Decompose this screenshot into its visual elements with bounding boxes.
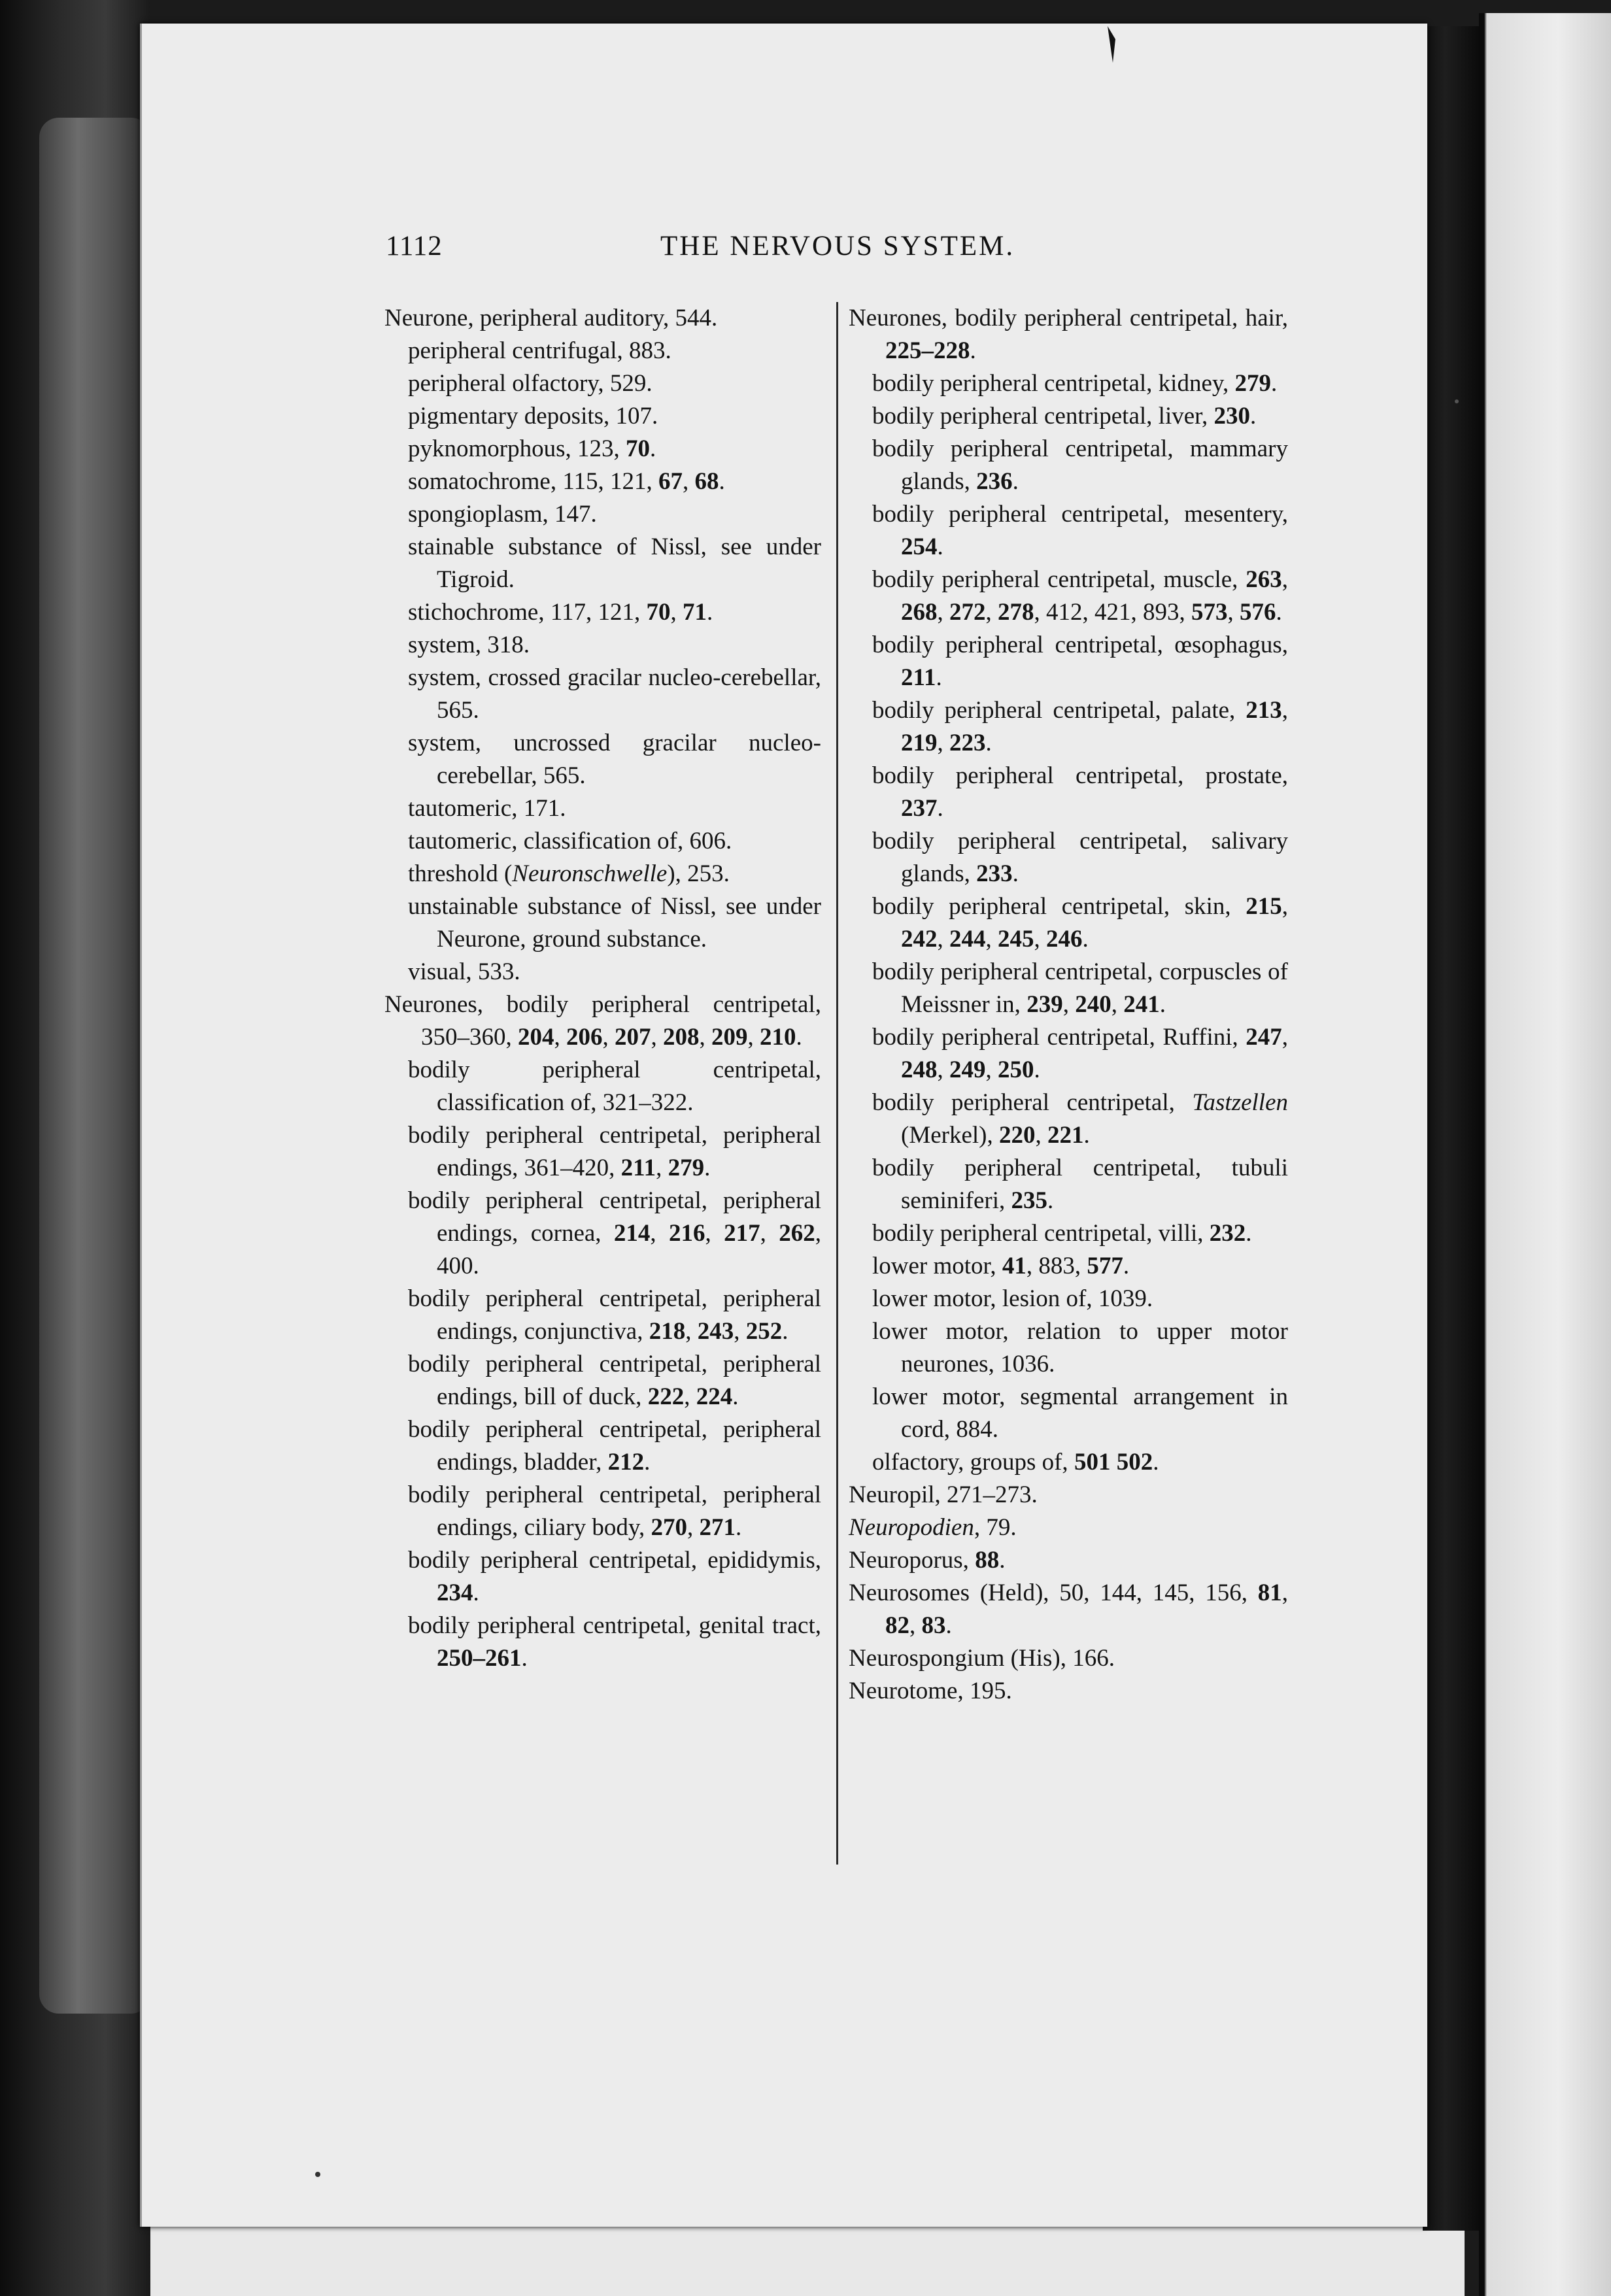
entry-text: , [602,1024,615,1051]
entry-text: . [650,435,656,462]
page-reference-bold: 68 [694,468,719,495]
page-reference-bold: 234 [437,1579,473,1606]
entry-text: , [1281,893,1288,920]
entry-text: pyknomorphous, 123, [408,435,626,462]
entry-text: bodily peripheral centripetal, genital tract, [408,1612,821,1639]
page-reference-bold: 577 [1087,1253,1123,1279]
index-subentry [384,1413,821,1479]
index-subentry [384,335,821,367]
entry-text: . [1153,1449,1159,1476]
index-subentry [384,890,821,956]
index-entry [849,1544,1288,1577]
page-reference-bold: 204 [518,1024,554,1051]
entry-text: Neurosomes (Held), 50, 144, 145, 156, [849,1579,1258,1606]
entry-text: . [945,1612,952,1639]
entry-text: stichochrome, 117, 121, [408,599,647,626]
page-reference-bold: 41 [1002,1253,1026,1279]
index-subentry [849,1217,1288,1250]
entry-text: olfactory, groups of, [872,1449,1074,1476]
entry-text: , [670,599,683,626]
page-reference-bold: 210 [760,1024,796,1051]
entry-text: , [651,1024,663,1051]
index-subentry [384,825,821,858]
index-subentry [849,825,1288,890]
entry-text: bodily peripheral centripetal, peripheral endings, bladder, [408,1416,821,1476]
italic-term: Tastzellen [1192,1089,1288,1116]
page-reference-bold: 254 [901,533,938,560]
entry-text: . [1083,1122,1090,1149]
entry-text: unstainable substance of Nissl, see under Neurone, ground substance. [408,893,821,953]
entry-text: bodily peripheral centripetal, peripheral endings, cornea, [408,1187,821,1247]
index-subentry [849,629,1288,694]
index-entry [849,1642,1288,1675]
entry-text: , [747,1024,760,1051]
index-subentry [384,367,821,400]
index-subentry [849,564,1288,629]
entry-text: lower motor, lesion of, 1039. [872,1285,1153,1312]
entry-text: , [650,1220,670,1247]
entry-text: , [554,1024,566,1051]
page-reference-bold: 206 [566,1024,603,1051]
entry-text: , [985,926,998,953]
entry-text: . [796,1024,802,1051]
entry-text: peripheral centrifugal, 883. [408,337,671,364]
page-reference-bold: 81 [1257,1579,1282,1606]
entry-text: . [704,1155,711,1181]
entry-text: , [705,1220,724,1247]
entry-text: . [1123,1253,1130,1279]
book-gutter [1423,26,1479,2231]
entry-text: bodily peripheral centripetal, œsophagus, [872,632,1288,658]
page-reference-bold: 214 [613,1220,651,1247]
entry-text: . [1082,926,1089,953]
index-subentry [849,1152,1288,1217]
index-subentry [849,694,1288,760]
page-reference-bold: 230 [1213,403,1250,430]
page-reference-bold: 244 [949,926,986,953]
entry-text: , [682,468,695,495]
entry-text: , [1111,991,1124,1018]
page-reference-bold: 576 [1240,599,1276,626]
entry-text: , [937,926,949,953]
index-entry [849,302,1288,367]
index-subentry [384,662,821,727]
entry-text: bodily peripheral centripetal, mammary glands, [872,435,1288,495]
index-subentry [384,1185,821,1283]
entry-text: , [1281,1024,1288,1051]
index-entry [849,1675,1288,1708]
index-subentry [849,367,1288,400]
page-header [386,230,1288,269]
entry-text: , [684,1383,696,1410]
entry-text: . [985,730,992,756]
entry-text: bodily peripheral centripetal, villi, [872,1220,1210,1247]
entry-text: , 883, [1026,1253,1087,1279]
index-subentry [849,498,1288,564]
page-reference-bold: 268 [901,599,938,626]
entry-text: , [937,730,949,756]
entry-text: system, 318. [408,632,530,658]
entry-text: . [1276,599,1282,626]
entry-text: bodily peripheral centripetal, muscle, [872,566,1246,593]
page-reference-bold: 240 [1075,991,1111,1018]
index-subentry [384,400,821,433]
page-reference-bold: 235 [1011,1187,1048,1214]
page-reference-bold: 278 [998,599,1034,626]
entry-text: bodily peripheral centripetal, peripheral endings, 361–420, [408,1122,821,1181]
entry-text: stainable substance of Nissl, see under Tigroid. [408,533,821,593]
page-reference-bold: 70 [626,435,650,462]
page-reference-bold: 232 [1209,1220,1246,1247]
page-reference-bold: 213 [1246,697,1282,724]
page-reference-bold: 83 [921,1612,946,1639]
entry-text: . [644,1449,651,1476]
entry-text: Neurospongium (His), 166. [849,1645,1115,1672]
entry-text: . [937,795,943,822]
entry-text: bodily peripheral centripetal, Ruffini, [872,1024,1246,1051]
entry-text: somatochrome, 115, 121, [408,468,658,495]
index-column-left [384,302,821,1675]
entry-text: . [719,468,725,495]
entry-text: , 79. [974,1514,1017,1541]
entry-text: bodily peripheral centripetal, kidney, [872,370,1235,397]
page-reference-bold: 246 [1046,926,1083,953]
page-reference-bold: 212 [607,1449,645,1476]
entry-text: lower motor, segmental arrangement in cord, 884. [872,1383,1288,1443]
page-reference-bold: 252 [745,1318,783,1345]
entry-text: , [685,1318,698,1345]
entry-text: . [1159,991,1166,1018]
entry-text: , [1227,599,1240,626]
page-reference-bold: 248 [901,1056,938,1083]
entry-text: , [909,1612,922,1639]
index-subentry [384,1479,821,1544]
page-reference-bold: 242 [901,926,938,953]
page-reference-bold: 219 [901,730,938,756]
page-reference-bold: 82 [885,1612,909,1639]
entry-text: . [521,1645,528,1672]
entry-text: bodily peripheral centripetal, salivary glands, [872,828,1288,887]
entry-text: pigmentary deposits, 107. [408,403,658,430]
entry-text: , [1034,926,1046,953]
index-subentry [384,465,821,498]
page-reference-bold: 67 [658,468,683,495]
entry-text: , [734,1318,746,1345]
entry-text: bodily peripheral centripetal, epididymis, [408,1547,821,1574]
page-reference-bold: 279 [668,1155,705,1181]
entry-text: . [706,599,713,626]
page-reference-bold: 249 [949,1056,986,1083]
page-reference-bold: 209 [711,1024,748,1051]
entry-text: visual, 533. [408,958,520,985]
entry-text: threshold ( [408,860,513,887]
page-reference-bold: 243 [697,1318,734,1345]
entry-text: ), 253. [667,860,730,887]
page-reference-bold: 241 [1123,991,1160,1018]
index-entry [384,988,821,1054]
index-subentry [384,596,821,629]
index-subentry [849,433,1288,498]
entry-text: (Merkel), [901,1122,999,1149]
index-subentry [384,1283,821,1348]
entry-text: spongioplasm, 147. [408,501,597,528]
running-title: THE NERVOUS SYSTEM. [660,231,1015,262]
page-reference-bold: 247 [1246,1024,1282,1051]
entry-text: . [782,1318,789,1345]
entry-text: Neurones, bodily peripheral centripetal, hair, [849,305,1288,331]
entry-text: , [985,1056,998,1083]
page-reference-bold: 221 [1047,1122,1084,1149]
index-column-right [849,302,1288,1708]
page-curl-shadow [39,118,150,2014]
entry-text: Neurones, bodily peripheral centripetal, 350–360, [384,991,821,1051]
entry-text: tautomeric, 171. [408,795,566,822]
index-subentry [849,1021,1288,1087]
entry-text: system, crossed gracilar nucleo-cerebellar, 565. [408,664,821,724]
page-reference-bold: 220 [999,1122,1036,1149]
page-reference-bold: 263 [1246,566,1282,593]
index-subentry [849,1087,1288,1152]
index-subentry [384,1544,821,1610]
entry-text: bodily peripheral centripetal, peripheral endings, bill of duck, [408,1351,821,1410]
entry-text: , [699,1024,711,1051]
entry-text: . [1012,860,1019,887]
page-reference-bold: 211 [901,664,936,691]
page-reference-bold: 211 [620,1155,656,1181]
entry-text: . [732,1383,739,1410]
index-subentry [384,1610,821,1675]
entry-text: , 412, 421, 893, [1034,599,1191,626]
entry-text: . [999,1547,1006,1574]
page-number: 1112 [386,231,443,262]
entry-text: peripheral olfactory, 529. [408,370,653,397]
page-reference-bold: 224 [696,1383,733,1410]
entry-text: tautomeric, classification of, 606. [408,828,732,854]
entry-text: Neurone, peripheral auditory, 544. [384,305,718,331]
page-reference-bold: 262 [779,1220,815,1247]
index-entry [384,302,821,335]
entry-text: , [1281,566,1288,593]
page-reference-bold: 236 [976,468,1013,495]
index-subentry [384,956,821,988]
facing-page-edge [1479,13,1611,2296]
entry-text: lower motor, [872,1253,1002,1279]
index-subentry [849,400,1288,433]
entry-text: Neurotome, 195. [849,1678,1012,1704]
entry-text: . [937,533,943,560]
entry-text: . [1249,403,1257,430]
index-entry [849,1577,1288,1642]
page-reference-bold: 71 [682,599,707,626]
entry-text: . [1047,1187,1054,1214]
entry-text: , [1281,697,1288,724]
page-reference-bold: 208 [663,1024,700,1051]
entry-text: . [1246,1220,1252,1247]
index-subentry [384,531,821,596]
index-subentry [384,629,821,662]
entry-text: Neuropil, 271–273. [849,1481,1038,1508]
page-reference-bold: 233 [976,860,1013,887]
entry-text: system, uncrossed gracilar nucleo-cerebellar, 565. [408,730,821,789]
entry-text: bodily peripheral centripetal, skin, [872,893,1246,920]
entry-text: Neuroporus, [849,1547,975,1574]
italic-term: Neuropodien [849,1514,974,1541]
entry-text: . [1012,468,1019,495]
page-reference-bold: 279 [1234,370,1271,397]
index-entry [849,1511,1288,1544]
entry-text: , [1035,1122,1047,1149]
entry-text: , [687,1514,700,1541]
page-reference-bold: 223 [949,730,986,756]
entry-text: bodily peripheral centripetal, [872,1089,1193,1116]
page-reference-bold: 222 [647,1383,685,1410]
index-subentry [384,1119,821,1185]
entry-text: bodily peripheral centripetal, peripheral endings, ciliary body, [408,1481,821,1541]
page-reference-bold: 207 [615,1024,651,1051]
entry-text: bodily peripheral centripetal, peripheral endings, conjunctiva, [408,1285,821,1345]
index-subentry [849,760,1288,825]
index-subentry [849,1446,1288,1479]
entry-text: . [473,1579,479,1606]
page-reference-bold: 216 [669,1220,705,1247]
entry-text: . [735,1514,742,1541]
entry-text: bodily peripheral centripetal, palate, [872,697,1246,724]
index-entry [849,1479,1288,1511]
column-divider [836,302,838,1865]
index-subentry [384,433,821,465]
entry-text: bodily peripheral centripetal, tubuli seminiferi, [872,1155,1288,1214]
page-reference-bold: 271 [699,1514,736,1541]
index-subentry [849,1315,1288,1381]
page-reference-bold: 217 [724,1220,760,1247]
page-reference-bold: 237 [901,795,938,822]
index-subentry [384,498,821,531]
page-reference-bold: 573 [1191,599,1228,626]
page-reference-bold: 245 [998,926,1034,953]
entry-text: bodily peripheral centripetal, classification of, 321–322. [408,1056,821,1116]
index-subentry [849,890,1288,956]
index-subentry [384,1348,821,1413]
index-subentry [849,956,1288,1021]
entry-text: bodily peripheral centripetal, prostate, [872,762,1288,789]
entry-text: . [1034,1056,1040,1083]
entry-text: , [1281,1579,1288,1606]
page-reference-bold: 218 [649,1318,686,1345]
page-reference-bold: 250–261 [437,1645,522,1672]
page-reference-bold: 270 [651,1514,687,1541]
entry-text: , [937,1056,949,1083]
entry-text: . [1270,370,1278,397]
entry-text: bodily peripheral centripetal, corpuscles of Meissner in, [872,958,1288,1018]
entry-text: lower motor, relation to upper motor neurones, 1036. [872,1318,1288,1377]
index-subentry [384,792,821,825]
page-reference-bold: 272 [949,599,986,626]
page-reference-bold: 215 [1246,893,1282,920]
entry-text: , [760,1220,779,1247]
entry-text: . [970,337,976,364]
entry-text: , [937,599,949,626]
entry-text: , 400. [437,1220,821,1279]
page-reference-bold: 239 [1026,991,1063,1018]
page-reference-bold: 250 [998,1056,1034,1083]
index-subentry [384,858,821,890]
index-subentry [384,1054,821,1119]
entry-text: , [656,1155,668,1181]
page-reference-bold: 70 [646,599,671,626]
entry-text: . [936,664,942,691]
page-reference-bold: 88 [975,1547,1000,1574]
entry-text: , [985,599,998,626]
page-reference-bold: 225–228 [885,337,970,364]
index-subentry [384,727,821,792]
page-reference-bold: 501 502 [1074,1449,1153,1476]
index-subentry [849,1250,1288,1283]
entry-text: bodily peripheral centripetal, mesentery, [872,501,1288,528]
index-subentry [849,1283,1288,1315]
entry-text: , [1062,991,1076,1018]
italic-term: Neuronschwelle [512,860,668,887]
index-subentry [849,1381,1288,1446]
entry-text: bodily peripheral centripetal, liver, [872,403,1214,430]
